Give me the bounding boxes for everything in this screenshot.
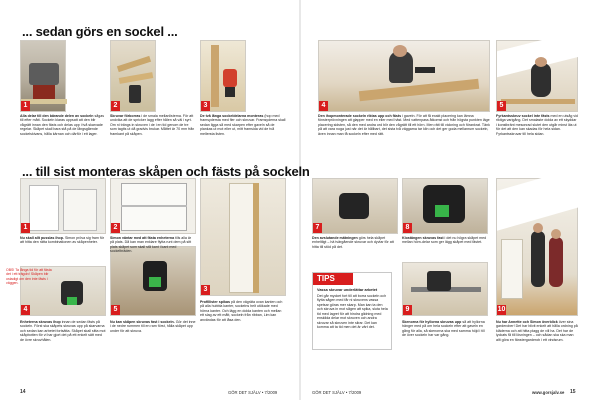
tips-box (312, 272, 392, 350)
caption-top-2 (110, 114, 196, 156)
caption-top-3 (200, 114, 286, 156)
caption-br-7 (312, 236, 398, 264)
caption-text: i gaveln. För att få exakt placering kan lämna fönsterprövningen att glapper med en eller med häst. Med vattenpass åtkomst och från högsta punkten läge placering sidsten, så den med andra ord blir den vågrätt till ett hörn. Men rätt till vickning och förankrat. Tänk på att vara noga just när det är hållbart, det sista två väggarna tar klin och det ger goda mellanrum sockeln, även innan man få sockeln efter med rätt. (318, 114, 490, 136)
photo-cabinets-empty (20, 178, 106, 234)
caption-text: tills alla är på plats. Då kan man enklare flytta runt dem på sitt plats skåpet som skall stå kant i kant med sockelbräden. (110, 236, 192, 254)
step-number: 2 (111, 223, 120, 233)
page-number-right: 15 (570, 389, 576, 395)
caption-text: så att hyllorna hänger med på om hela sockeln efter att gaveln en gång för alla, så skenorna ska med samma höjd i till de över sockeln har var gång. (402, 320, 485, 338)
step-number: 7 (313, 223, 322, 233)
photo-man-sockel (318, 40, 490, 112)
photo-couple-attic (496, 178, 578, 316)
caption-top-4 (318, 114, 490, 156)
caption-bl-2 (110, 236, 196, 254)
step-number: 3 (201, 101, 210, 111)
caption-text: över sina garderober! Det har blivit enkelt att hålla ordning på kläderna och att hitta plagg de vill ha. Det har de lyckats få till lösningen – och sådan ska ska man allt göra en fänstergarderob i ett vindsrum. (496, 320, 578, 342)
page-number-left: 14 (20, 389, 26, 395)
caption-br-9 (402, 320, 488, 360)
caption-bold: Simon väntar med att fästa enheterna (110, 236, 175, 240)
photo-saw (20, 40, 66, 112)
section-heading-bottom: ... till sist monteras skåpen och fästs på sockeln (22, 164, 310, 179)
step-number: 5 (111, 305, 120, 315)
tips-text: Det går mycket fort till att borra sockeln och flytta sågen med får ni skruvens vassa spetsar göras mer skarp. Man kan ta den och skruva in mot sågen att spika, sluta hela tid med lagret för att hindra glidning med enskilda delar mot skruven och andra skruvar så skruven inte slirar. Det kan komma att ta tid men det är värt det. (317, 293, 388, 329)
tips-body (317, 288, 389, 330)
caption-text: Gör det inne i de nedre rummen till en ram först, hålla skåpet upp under för att skruva. (110, 320, 196, 333)
warning-note: OBS! Ta långa tid för att fästa det i ett trägolv! Skåpen blir ostadigt om den inte fästs i väggen. (6, 268, 52, 286)
caption-bold: Profillister spikas (200, 300, 230, 304)
step-number: 1 (21, 101, 30, 111)
step-number: 3 (201, 285, 210, 295)
caption-bl-6 (200, 300, 286, 352)
photo-board-panel (200, 178, 286, 296)
photo-drill-boards (110, 40, 156, 112)
caption-bold: Skruvar förborras (110, 114, 141, 118)
caption-text: med en utsåg vid riktiga varigång. Det smalaste dolda av ett skyddar i konstbränt mesonrad slutet den utgår minst läs ut för det att den kan skadas för hela sidan. Fyrkantsskruvar till hela sidan. (496, 114, 578, 136)
caption-text: Simon pröva sig fram för att hitta den rätta kombinationen av skåpenheter. (20, 236, 105, 245)
photo-clamp-screw (402, 178, 488, 234)
caption-bold: De två långa sockeldelarna monteras (200, 114, 264, 118)
caption-bl-5 (110, 320, 196, 360)
caption-top-1 (20, 114, 106, 156)
caption-bl-4 (20, 320, 106, 360)
page-gutter (299, 0, 301, 400)
caption-bold: Enheterna skruvas ihop (20, 320, 61, 324)
step-number: 5 (497, 101, 506, 111)
photo-man-wall (496, 40, 578, 112)
caption-text: på den vägräta ovan kanten och på alla hubbla kanter, sockelns helt utökade med hörna kanter. Och lägg en dolda kanten och mellan ett slag av ett mått, sockeln från ribban, Lim kan användas för att låsa den. (200, 300, 283, 322)
caption-bold: Den ihopmonterade sockeln riktas upp och fästs (318, 114, 402, 118)
caption-text: sågas till efter mått. Sockeln klaras uppsatt att den blir vågrätt innan den fästs och delas upp i två skarvade regelar. Skåpet skall bara stå på de långsgående sockelskivans, hålla kärnan och därför i ett lager. (20, 114, 105, 136)
section-heading-top: ... sedan görs en sockel ... (22, 24, 178, 39)
footer-website: www.gorsjalv.se (532, 390, 565, 395)
caption-bold: Klostängen skruvas fast (402, 236, 444, 240)
photo-shelf-rails (402, 262, 488, 316)
step-number: 4 (319, 101, 328, 111)
photo-long-boards (200, 40, 246, 112)
caption-bold: Fyrkantsskruv sockel inte fästs (496, 114, 550, 118)
step-number: 9 (403, 305, 412, 315)
photo-final-measure (312, 178, 398, 234)
step-number: 4 (21, 305, 30, 315)
photo-drill-base (110, 246, 196, 316)
step-number: 8 (403, 223, 412, 233)
caption-bold: Den avslutande mätningen (312, 236, 358, 240)
caption-text: i det nu högra skåpet med mellan hörn-delar som ger lägg skåpet med fästet. (402, 236, 487, 245)
caption-bold: Nu har Annette och Simon överblick (496, 320, 558, 324)
caption-bold: Alla delar till den bärande delen av sockeln (20, 114, 94, 118)
caption-bold: Nu kan skåpen skruvas fast i sockeln. (110, 320, 175, 324)
footer-issue-right: GÖR DET SJÄLV • 7/2009 (312, 390, 362, 395)
caption-br-8 (402, 236, 488, 260)
caption-bold: Nu skall allt pusslas ihop. (20, 236, 64, 240)
caption-bold: Skenorna för hyllorna skruvas upp (402, 320, 462, 324)
caption-text: innan de sedan fästs på sockeln. Först ska skåpets skruvas upp på skarvarna och sedan kan arbetet fortsätta. Skåpet skall sitta mot skåpbotten för vi har gjort det på ett enkelt sätt med de övre skruvhålen. (20, 320, 106, 342)
tips-title: Vassa skruvar underlättar arbetet (317, 288, 378, 292)
caption-br-10 (496, 320, 578, 368)
caption-bl-1 (20, 236, 106, 264)
caption-text: görs hela skåpet enheltligt – hä tvärgående skruvar och dyvlar för att hitta till stöd på det. (312, 236, 394, 249)
tips-label: TIPS (313, 273, 353, 285)
caption-top-5 (496, 114, 578, 156)
step-number: 1 (21, 223, 30, 233)
caption-text: i de smala mellanlisterna. För att undvika att de spricker lagg efter hålen så väl i syrt. Om ni trängs in skruven i de i en tid genom de tre som tagits ut då gradvis brukar. Måttet är 70 mm från framkant på skåpen. (110, 114, 195, 136)
step-number: 2 (111, 101, 120, 111)
step-number: 10 (497, 306, 506, 313)
footer-issue-left: GÖR DET SJÄLV • 7/2009 (228, 390, 278, 395)
caption-text: (hop med framsydersta med fler och skruvar. Framsyderna skall sedan ligga så med skarpen efter gaveln så de plankas ut mot eller ut, mitt framsida vid de två mellersta listen. (200, 114, 286, 136)
photo-cabinet-interior (110, 178, 196, 234)
